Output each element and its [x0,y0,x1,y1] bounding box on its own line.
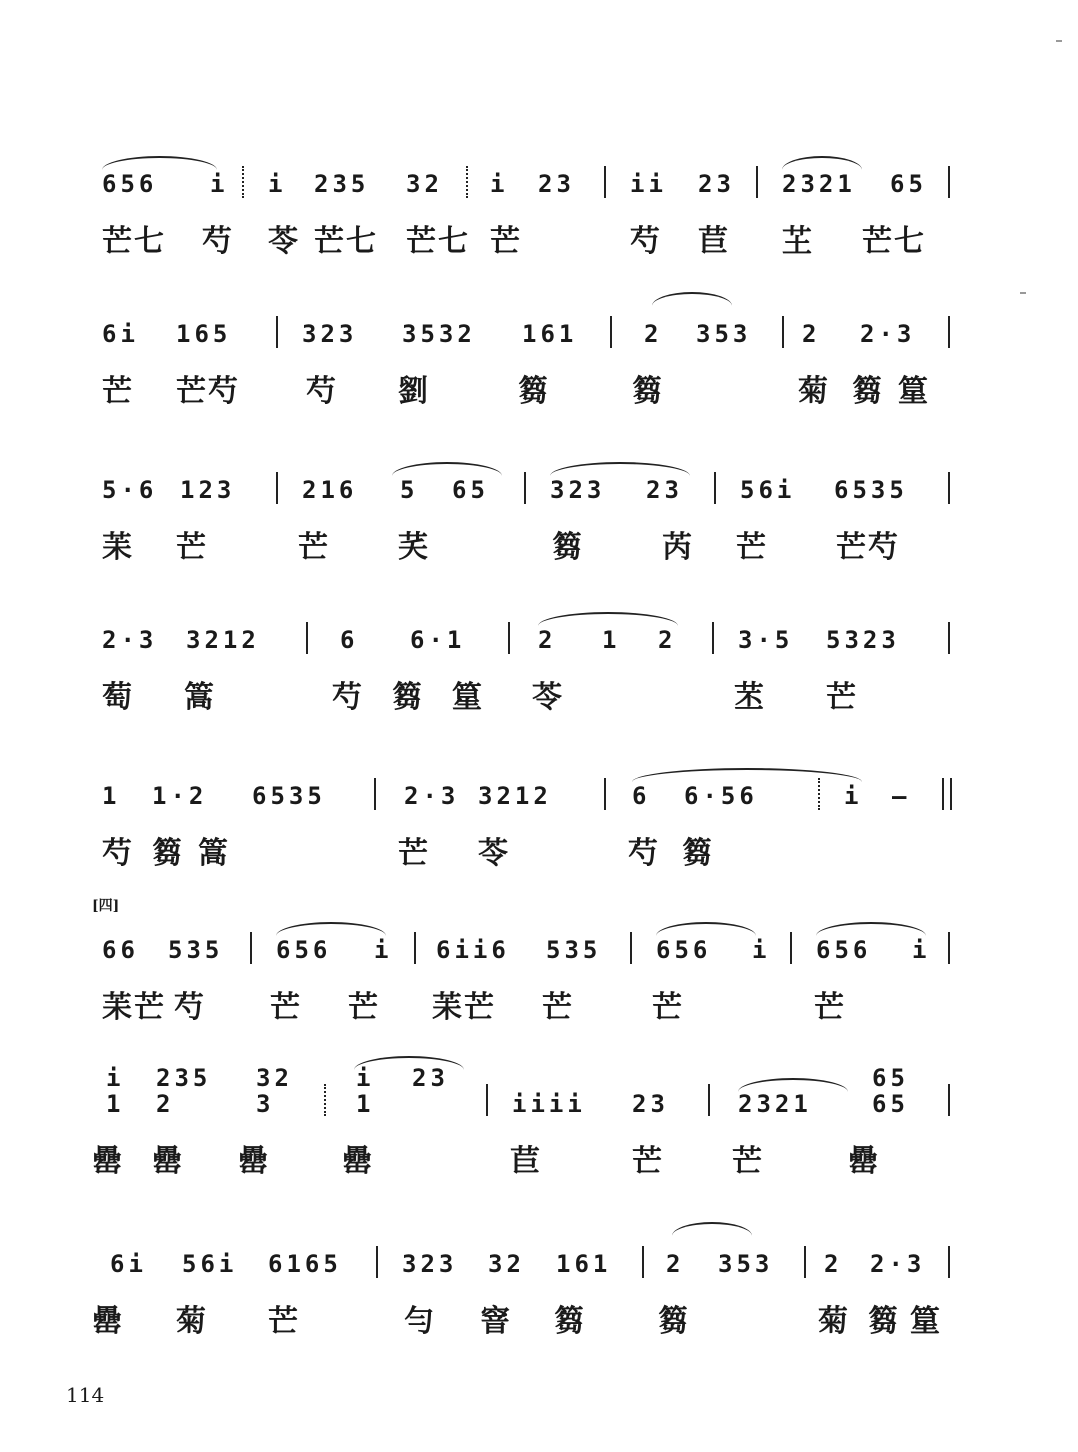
tablature-glyph: 篙 [198,836,230,871]
note-group: 6ii6 [436,936,510,964]
tablature-glyph: 芒七 [102,224,166,259]
tablature-glyph: 芒 [632,1144,664,1179]
score-system-5 [92,764,952,892]
barline [630,932,632,964]
note-group-upper: 65 [872,1064,909,1092]
tablature-glyph: 芒 [490,224,522,259]
note-group: 6535 [252,782,326,810]
score-system-2 [92,302,952,430]
score-system-1 [92,152,952,280]
jianpu-row [92,152,952,212]
jianpu-row [92,918,952,978]
dotted-barline [466,166,468,198]
note-group: 23 [538,170,575,198]
note-group-upper: 32 [256,1064,293,1092]
tablature-glyph: 萄 [102,680,134,715]
note-group: — [892,782,911,810]
tablature-glyph: 勻 [404,1304,436,1339]
note-group: 656 [816,936,872,964]
tablature-glyph: 篘 [682,836,714,871]
tablature-glyph: 芒 [398,836,430,871]
tablature-glyph: 菊 [818,1304,850,1339]
tablature-glyph: 篙 [184,680,216,715]
note-group: 6i [110,1250,147,1278]
note-group: 535 [168,936,224,964]
tablature-glyph: 芒 [826,680,858,715]
note-group: 6 [340,626,359,654]
tablature-glyph: 罍 [238,1144,270,1179]
note-group: 2 [644,320,663,348]
score-system-7 [92,1060,952,1200]
tablature-glyph: 芒芍 [176,374,240,409]
note-group: 23 [646,476,683,504]
barline [524,472,526,504]
note-group: 161 [556,1250,612,1278]
tablature-glyph: 篘 [658,1304,690,1339]
tablature-glyph: 芍 [628,836,660,871]
note-group: 353 [718,1250,774,1278]
tablature-row [92,1132,952,1200]
tablature-glyph: 芒 [270,990,302,1025]
dotted-barline [242,166,244,198]
tablature-glyph: 苿芒 [102,990,166,1025]
tablature-row [92,362,952,430]
note-group: 3532 [402,320,476,348]
barline [782,316,784,348]
note-group: 2·3 [102,626,158,654]
note-group-upper: 235 [156,1064,212,1092]
jianpu-row [92,608,952,668]
tablature-glyph: 菊 [176,1304,208,1339]
note-group-lower: 1 [106,1090,125,1118]
tablature-glyph: 罍 [92,1144,124,1179]
barline [948,316,950,348]
tablature-glyph: 篘 [554,1304,586,1339]
barline [276,316,278,348]
note-group: 6i [102,320,139,348]
slur [550,462,690,476]
note-group: 2·3 [870,1250,926,1278]
note-group: 2 [824,1250,843,1278]
tablature-glyph: 芒七 [314,224,378,259]
note-group: 2321 [738,1090,812,1118]
note-group-lower: 65 [872,1090,909,1118]
tablature-glyph: 芒 [732,1144,764,1179]
score-system-6 [92,918,952,1046]
note-group: 66 [102,936,139,964]
note-group: 123 [180,476,236,504]
note-group-lower: 1 [356,1090,375,1118]
note-group: 2 [802,320,821,348]
score-system-3 [92,458,952,586]
tablature-glyph: 芒 [652,990,684,1025]
note-group: 23 [698,170,735,198]
tablature-glyph: 罍 [92,1304,124,1339]
tablature-glyph: 苣 [698,224,730,259]
tablature-glyph: 苤 [734,680,766,715]
note-group: 2321 [782,170,856,198]
note-group: i [268,170,287,198]
barline [804,1246,806,1278]
barline [948,932,950,964]
note-group: 56i [182,1250,238,1278]
tablature-glyph: 苿芒 [432,990,496,1025]
tablature-glyph: 芍 [174,990,206,1025]
tablature-glyph: 芒 [176,530,208,565]
tablature-glyph: 苓 [478,836,510,871]
barline [486,1084,488,1116]
barline [642,1246,644,1278]
note-group: 32 [488,1250,525,1278]
barline [374,778,376,810]
tablature-glyph: 苣 [510,1144,542,1179]
note-group: 23 [632,1090,669,1118]
dotted-barline [818,778,820,810]
tablature-row [92,212,952,280]
note-group: 323 [302,320,358,348]
tablature-glyph: 篘 [152,836,184,871]
note-group: 6165 [268,1250,342,1278]
barline [708,1084,710,1116]
note-group: 535 [546,936,602,964]
slur [632,768,862,782]
tablature-glyph: 篂 [898,374,930,409]
barline [376,1246,378,1278]
final-double-barline [942,778,952,810]
note-group: 3212 [186,626,260,654]
slur [652,292,732,306]
tablature-glyph: 芺 [398,530,430,565]
barline [714,472,716,504]
barline [610,316,612,348]
note-group: i [912,936,931,964]
barline [508,622,510,654]
note-group: 6535 [834,476,908,504]
note-group: iiii [512,1090,586,1118]
tablature-glyph: 芒 [102,374,134,409]
tablature-glyph: 罍 [152,1144,184,1179]
note-group-upper: i [356,1064,375,1092]
note-group: 656 [656,936,712,964]
note-group: 353 [696,320,752,348]
tablature-glyph: 罍 [342,1144,374,1179]
note-group: 161 [522,320,578,348]
tablature-glyph: 苓 [532,680,564,715]
note-group-upper: 23 [412,1064,449,1092]
note-group: 235 [314,170,370,198]
note-group: i [374,936,393,964]
barline [948,622,950,654]
barline [948,472,950,504]
tablature-glyph: 篘 [518,374,550,409]
note-group: 323 [550,476,606,504]
note-group-upper: i [106,1064,125,1092]
tablature-row [92,978,952,1046]
barline [712,622,714,654]
tablature-glyph: 芒 [268,1304,300,1339]
barline [250,932,252,964]
tablature-glyph: 芒七 [862,224,926,259]
note-group: 56i [740,476,796,504]
barline [604,166,606,198]
note-group: 65 [452,476,489,504]
tablature-glyph: 罍 [848,1144,880,1179]
note-group: 2·3 [404,782,460,810]
tablature-glyph: 芒芍 [836,530,900,565]
jianpu-row [92,1060,952,1132]
slur [782,156,862,170]
note-group: 1·2 [152,782,208,810]
note-group: 2 [666,1250,685,1278]
tablature-glyph: 篂 [452,680,484,715]
tablature-row [92,518,952,586]
slur [276,922,386,936]
score-system-8 [92,1232,952,1360]
tablature-glyph: 芒七 [406,224,470,259]
tablature-glyph: 芏 [782,224,814,259]
note-group: 1 [602,626,621,654]
slur [538,612,678,626]
note-group: 6·56 [684,782,758,810]
tablature-glyph: 芍 [630,224,662,259]
note-group: 1 [102,782,121,810]
tablature-glyph: 篂 [910,1304,942,1339]
tablature-glyph: 篘 [852,374,884,409]
note-group: i [844,782,863,810]
tablature-glyph: 芒 [542,990,574,1025]
tablature-row [92,668,952,736]
slur [672,1222,752,1236]
note-group: 6·1 [410,626,466,654]
note-group: 3212 [478,782,552,810]
tablature-row [92,1292,952,1360]
note-group: 2 [538,626,557,654]
tablature-glyph: 窨 [480,1304,512,1339]
tablature-glyph: 芒 [736,530,768,565]
tablature-glyph: 苿 [102,530,134,565]
note-group: 2 [658,626,677,654]
tablature-glyph: 芒 [298,530,330,565]
tablature-glyph: 芍 [102,836,134,871]
barline [948,1084,950,1116]
note-group: 165 [176,320,232,348]
tablature-glyph: 芒 [814,990,846,1025]
barline [756,166,758,198]
note-group: 6 [632,782,651,810]
tablature-glyph: 菊 [798,374,830,409]
tablature-glyph: 篘 [552,530,584,565]
page-number: 114 [66,1383,105,1407]
barline [276,472,278,504]
tablature-glyph: 芮 [662,530,694,565]
note-group: 3·5 [738,626,794,654]
barline [948,166,950,198]
barline [306,622,308,654]
note-group: 32 [406,170,443,198]
scan-mark [1020,292,1026,294]
tablature-glyph: 篘 [632,374,664,409]
section-label: [四] [92,898,120,914]
note-group: 656 [102,170,158,198]
note-group: i [490,170,509,198]
note-group: 323 [402,1250,458,1278]
dotted-barline [324,1084,326,1116]
barline [604,778,606,810]
note-group: i [210,170,229,198]
note-group: 2·3 [860,320,916,348]
tablature-glyph: 篘 [868,1304,900,1339]
barline [790,932,792,964]
jianpu-row [92,302,952,362]
scan-mark [1056,40,1062,42]
slur [656,922,756,936]
jianpu-row [92,1232,952,1292]
tablature-glyph: 芍 [202,224,234,259]
note-group: 656 [276,936,332,964]
note-group: 5 [400,476,419,504]
tablature-row [92,824,952,892]
jianpu-row [92,764,952,824]
note-group-lower: 2 [156,1090,175,1118]
note-group: ii [630,170,667,198]
slur [816,922,926,936]
tablature-glyph: 苓 [268,224,300,259]
tablature-glyph: 芍 [306,374,338,409]
slur [102,156,217,170]
barline [414,932,416,964]
note-group: 216 [302,476,358,504]
note-group: 65 [890,170,927,198]
score-system-4 [92,608,952,736]
tablature-glyph: 芍 [332,680,364,715]
note-group-lower: 3 [256,1090,275,1118]
note-group: 5·6 [102,476,158,504]
barline [948,1246,950,1278]
slur [392,462,502,476]
note-group: i [752,936,771,964]
tablature-glyph: 篘 [392,680,424,715]
jianpu-row [92,458,952,518]
note-group: 5323 [826,626,900,654]
tablature-glyph: 芒 [348,990,380,1025]
tablature-glyph: 劉 [398,374,430,409]
